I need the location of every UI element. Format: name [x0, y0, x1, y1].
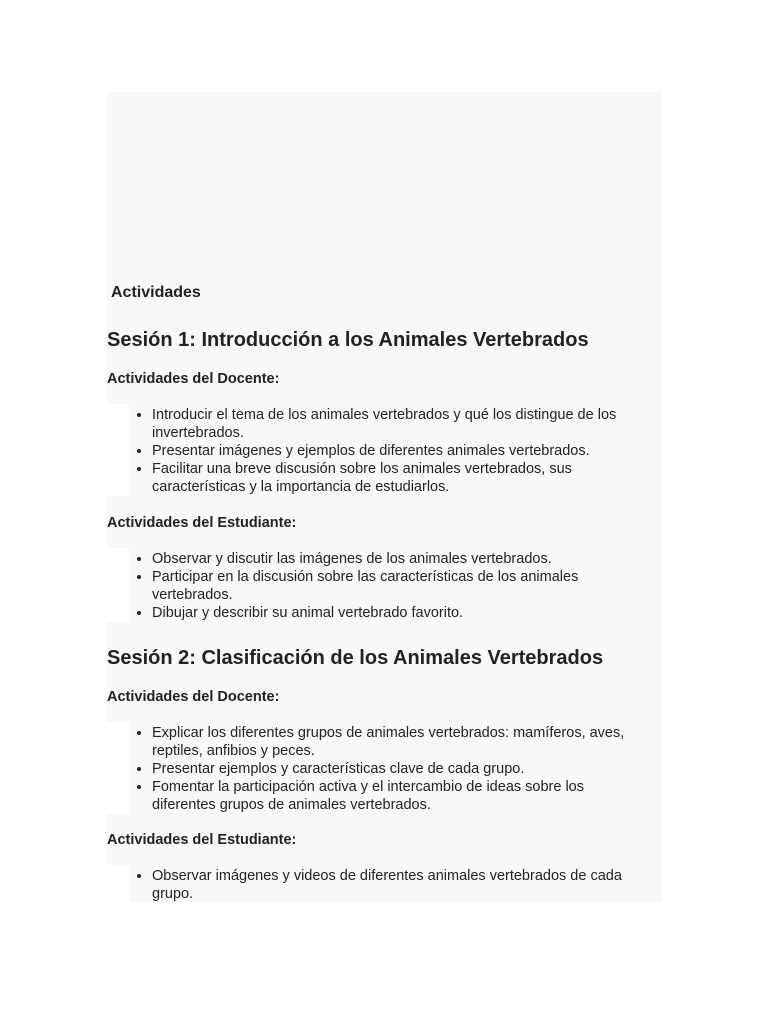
session-2-title: Sesión 2: Clasificación de los Animales Vertebrados: [107, 647, 604, 669]
session-2-teacher-heading: Actividades del Docente:: [107, 689, 280, 705]
list-item: • Explicar los diferentes grupos de animales vertebrados: mamíferos, aves, reptiles, anfibios y peces.: [152, 724, 647, 760]
list-item: • Observar imágenes y videos de diferentes animales vertebrados de cada grupo.: [152, 867, 647, 903]
session-2-student-heading: Actividades del Estudiante:: [107, 832, 297, 848]
list-item: • Dibujar y describir su animal vertebrado favorito.: [152, 604, 647, 622]
session-1-student-list: [107, 550, 647, 622]
session-2-teacher-list: [107, 724, 647, 814]
list-item: • Participar en la discusión sobre las características de los animales vertebrados.: [152, 568, 647, 604]
session-1-teacher-heading: Actividades del Docente:: [107, 371, 280, 387]
list-item: • Presentar ejemplos y características clave de cada grupo.: [152, 760, 647, 778]
section-heading: Actividades: [111, 284, 201, 301]
list-item: • Introducir el tema de los animales vertebrados y qué los distingue de los invertebrados.: [152, 406, 647, 442]
list-item: • Presentar imágenes y ejemplos de diferentes animales vertebrados.: [152, 442, 647, 460]
session-1-teacher-list: [107, 406, 647, 496]
list-item: • Fomentar la participación activa y el intercambio de ideas sobre los diferentes grupos de animales vertebrados.: [152, 778, 647, 814]
session-1-title: Sesión 1: Introducción a los Animales Vertebrados: [107, 329, 589, 351]
session-1-student-heading: Actividades del Estudiante:: [107, 515, 297, 531]
list-item: • Facilitar una breve discusión sobre los animales vertebrados, sus características y la importancia de estudiarlos.: [152, 460, 647, 496]
session-2-student-list: [107, 867, 647, 903]
list-item: • Observar y discutir las imágenes de los animales vertebrados.: [152, 550, 647, 568]
